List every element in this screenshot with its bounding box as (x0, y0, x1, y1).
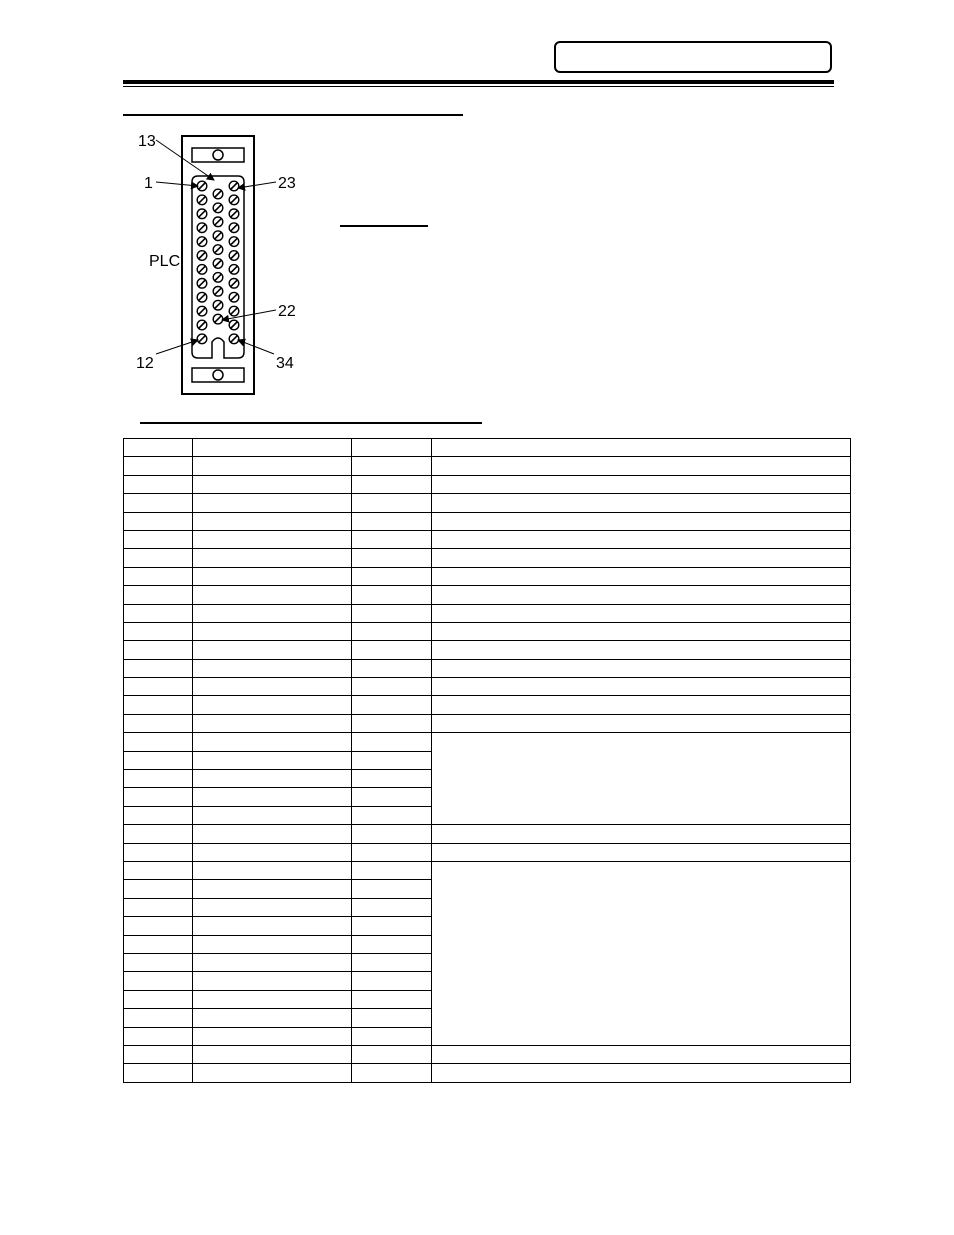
table-cell (352, 567, 432, 585)
table-cell-description (432, 604, 851, 622)
table-cell (352, 733, 432, 751)
table-cell (352, 457, 432, 475)
table-cell (352, 898, 432, 916)
table-cell (193, 1009, 352, 1027)
table-cell (124, 972, 193, 990)
table-row (124, 494, 851, 512)
table-cell (193, 1027, 352, 1045)
table-cell (124, 880, 193, 898)
table-cell (124, 898, 193, 916)
table-cell (124, 770, 193, 788)
table-cell (124, 530, 193, 548)
pin-label-22: 22 (278, 303, 296, 320)
pin-label-1: 1 (144, 175, 153, 192)
table-cell (193, 751, 352, 769)
header-rule-thick (123, 80, 834, 84)
table-cell (193, 861, 352, 879)
pin-label-12: 12 (136, 355, 154, 372)
table-cell (124, 751, 193, 769)
table-cell (352, 770, 432, 788)
table-row (124, 733, 851, 751)
table-cell (193, 825, 352, 843)
table-row (124, 586, 851, 604)
table-cell (193, 604, 352, 622)
pin-assignment-table (123, 438, 851, 1083)
table-cell-description (432, 622, 851, 640)
table-cell (193, 935, 352, 953)
table-cell (352, 494, 432, 512)
pin-label-23: 23 (278, 175, 296, 192)
table-cell (352, 751, 432, 769)
table-cell-description (432, 1064, 851, 1082)
table-heading-underline (140, 422, 482, 424)
table-cell (124, 1009, 193, 1027)
table-cell (124, 604, 193, 622)
table-cell (124, 990, 193, 1008)
subheading-underline (340, 225, 428, 227)
table-cell (352, 861, 432, 879)
table-cell (352, 806, 432, 824)
table-cell (193, 953, 352, 971)
table-cell-description (432, 475, 851, 493)
table-cell (193, 678, 352, 696)
table-cell-description (432, 733, 851, 825)
table-row (124, 549, 851, 567)
table-cell (352, 825, 432, 843)
table-cell-description (432, 512, 851, 530)
table-cell (124, 806, 193, 824)
table-cell (352, 935, 432, 953)
table-row (124, 696, 851, 714)
pin-label-34: 34 (276, 355, 294, 372)
table-cell (124, 788, 193, 806)
table-cell (193, 788, 352, 806)
table-cell (193, 586, 352, 604)
table-cell (193, 475, 352, 493)
table-cell (352, 696, 432, 714)
table-cell (193, 806, 352, 824)
table-cell (124, 659, 193, 677)
table-row (124, 843, 851, 861)
table-row (124, 604, 851, 622)
table-cell (193, 714, 352, 732)
table-cell (352, 1064, 432, 1082)
table-cell (124, 475, 193, 493)
table-cell (352, 439, 432, 457)
table-row (124, 457, 851, 475)
table-cell (193, 1045, 352, 1063)
table-cell (352, 641, 432, 659)
table-row (124, 678, 851, 696)
table-cell (124, 1027, 193, 1045)
table-cell (193, 494, 352, 512)
table-cell (124, 1045, 193, 1063)
table-cell-description (432, 549, 851, 567)
table-cell (193, 880, 352, 898)
table-cell (193, 1064, 352, 1082)
table-cell-description (432, 586, 851, 604)
table-cell (124, 567, 193, 585)
table-row (124, 714, 851, 732)
table-row (124, 641, 851, 659)
table-cell-description (432, 678, 851, 696)
table-row (124, 512, 851, 530)
plc-connector-diagram (120, 126, 310, 402)
table-cell (124, 439, 193, 457)
table-cell (124, 678, 193, 696)
table-cell (352, 972, 432, 990)
table-cell (193, 622, 352, 640)
table-cell (352, 530, 432, 548)
table-cell-description (432, 530, 851, 548)
table-cell (352, 512, 432, 530)
table-cell (124, 861, 193, 879)
table-cell (193, 659, 352, 677)
table-cell (193, 770, 352, 788)
table-row (124, 622, 851, 640)
table-cell (124, 825, 193, 843)
table-cell (124, 622, 193, 640)
table-cell (352, 475, 432, 493)
table-cell (193, 549, 352, 567)
table-cell-description (432, 861, 851, 1045)
table-cell (352, 586, 432, 604)
section-heading-underline (123, 114, 463, 116)
table-cell (352, 953, 432, 971)
table-cell (124, 1064, 193, 1082)
table-row (124, 1045, 851, 1063)
table-cell (193, 641, 352, 659)
table-cell (193, 439, 352, 457)
table-cell (352, 622, 432, 640)
table-cell (124, 733, 193, 751)
table-cell (193, 990, 352, 1008)
table-cell (352, 1009, 432, 1027)
table-cell (124, 953, 193, 971)
table-cell-description (432, 659, 851, 677)
table-cell (193, 733, 352, 751)
table-row (124, 475, 851, 493)
table-cell (352, 678, 432, 696)
table-cell-description (432, 457, 851, 475)
table-cell (352, 1027, 432, 1045)
table-cell (352, 880, 432, 898)
table-cell (352, 659, 432, 677)
plc-label: PLC (149, 253, 181, 270)
table-cell (352, 788, 432, 806)
table-row (124, 825, 851, 843)
table-cell (124, 586, 193, 604)
table-cell-description (432, 714, 851, 732)
table-cell (193, 457, 352, 475)
table-cell (193, 696, 352, 714)
table-row (124, 861, 851, 879)
table-cell-description (432, 696, 851, 714)
table-cell-description (432, 567, 851, 585)
table-cell (193, 567, 352, 585)
table-cell-description (432, 1045, 851, 1063)
table-cell-description (432, 439, 851, 457)
header-label-box (554, 41, 832, 73)
table-cell (124, 714, 193, 732)
table-row (124, 659, 851, 677)
table-cell (352, 917, 432, 935)
table-cell (124, 457, 193, 475)
pin-label-13: 13 (138, 133, 156, 150)
table-cell (352, 604, 432, 622)
table-row (124, 1064, 851, 1082)
table-row (124, 439, 851, 457)
table-cell (193, 843, 352, 861)
table-cell (124, 917, 193, 935)
header-rule-thin (123, 86, 834, 87)
table-cell-description (432, 825, 851, 843)
table-cell (124, 696, 193, 714)
table-cell (124, 512, 193, 530)
table-cell (352, 843, 432, 861)
table-cell (193, 898, 352, 916)
table-cell (124, 494, 193, 512)
table-cell (124, 549, 193, 567)
table-cell-description (432, 641, 851, 659)
table-cell (352, 714, 432, 732)
table-row (124, 567, 851, 585)
table-cell (352, 1045, 432, 1063)
table-cell (352, 990, 432, 1008)
table-cell (352, 549, 432, 567)
table-cell (124, 843, 193, 861)
table-cell (124, 935, 193, 953)
table-row (124, 530, 851, 548)
table-cell-description (432, 494, 851, 512)
table-cell (193, 972, 352, 990)
table-cell-description (432, 843, 851, 861)
table-cell (193, 917, 352, 935)
table-cell (124, 641, 193, 659)
table-cell (193, 512, 352, 530)
table-cell (193, 530, 352, 548)
